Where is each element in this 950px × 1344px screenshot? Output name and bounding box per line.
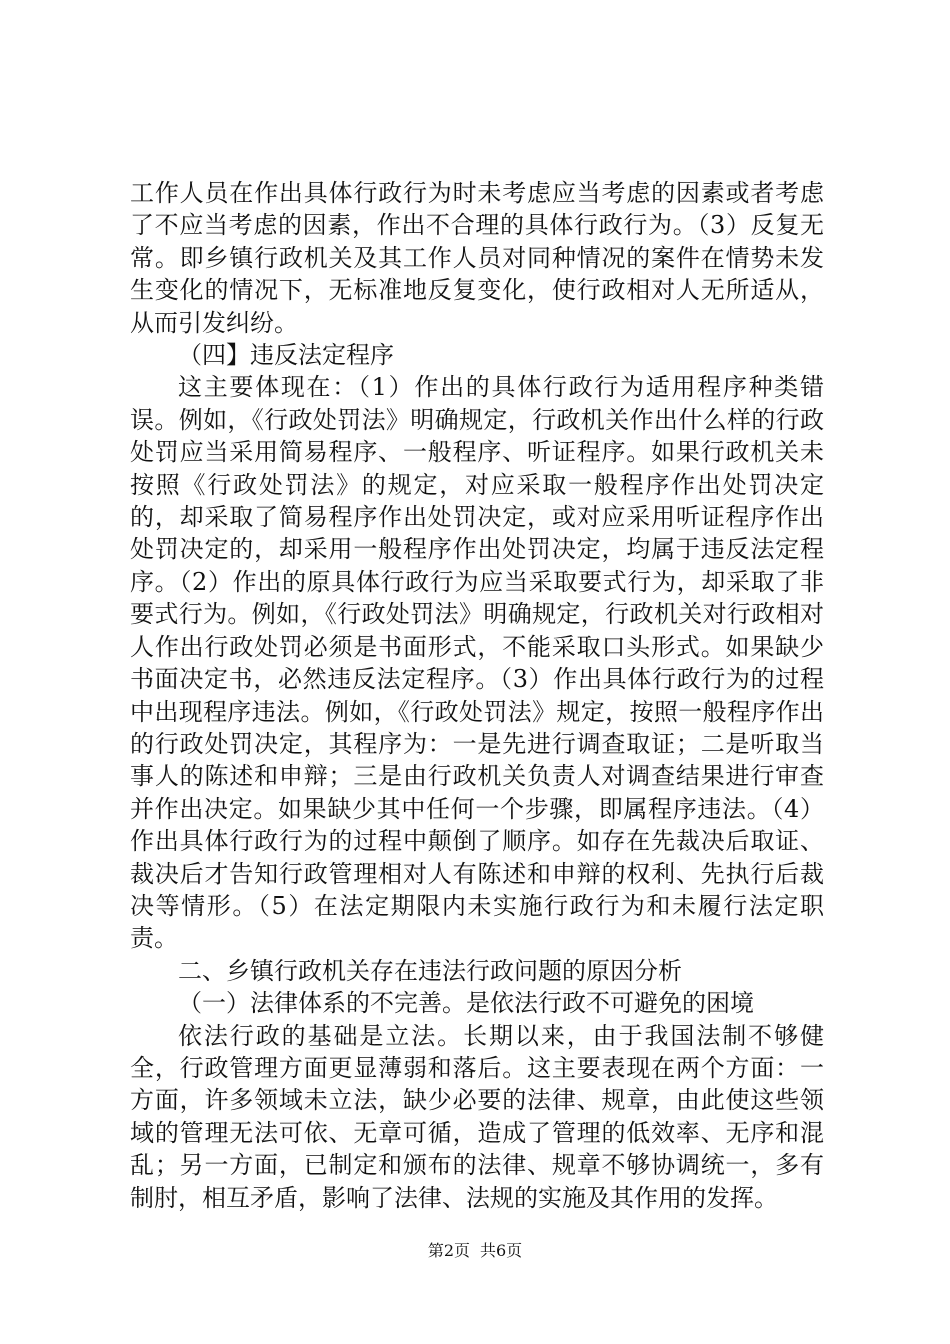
- page-total: 共6页: [480, 1241, 523, 1260]
- paragraph-continuation: 工作人员在作出具体行政行为时未考虑应当考虑的因素或者考虑了不应当考虑的因素，作出不合理的具体行政行为。（3）反复无常。即乡镇行政机关及其工作人员对同种情况的案件在情势未发生变化的情况下，无标准地反复变化，使行政相对人无所适从，从而引发纠纷。: [130, 179, 824, 337]
- section-heading-two: 二、乡镇行政机关存在违法行政问题的原因分析: [178, 956, 682, 985]
- page-number: 第2页: [427, 1241, 470, 1260]
- page-footer: [0, 1241, 950, 1261]
- paragraph-procedure: 这主要体现在：（1）作出的具体行政行为适用程序种类错误。例如，《行政处罚法》明确规定，行政机关作出什么样的行政处罚应当采用简易程序、一般程序、听证程序。如果行政机关未按照《行政处罚法》的规定，对应采取一般程序作出处罚决定的，却采取了简易程序作出处罚决定，或对应采用听证程序作出处罚决定的，却采用一般程序作出处罚决定，均属于违反法定程序。（2）作出的原具体行政行为应当采取要式行为，却采取了非要式行为。例如，《行政处罚法》明确规定，行政机关对行政相对人作出行政处罚必须是书面形式，不能采取口头形式。如果缺少书面决定书，必然违反法定程序。（3）作出具体行政行为的过程中出现程序违法。例如，《行政处罚法》规定，按照一般程序作出的行政处罚决定，其程序为：一是先进行调查取证；二是听取当事人的陈述和申辩；三是由行政机关负责人对调查结果进行审查并作出决定。如果缺少其中任何一个步骤，即属程序违法。（4）作出具体行政行为的过程中颠倒了顺序。如存在先裁决后取证、裁决后才告知行政管理相对人有陈述和申辩的权利、先执行后裁决等情形。（5）在法定期限内未实施行政行为和未履行法定职责。: [130, 373, 824, 953]
- section-heading-four: （四】违反法定程序: [178, 341, 394, 370]
- paragraph-legislation: 依法行政的基础是立法。长期以来，由于我国法制不够健全，行政管理方面更显薄弱和落后。这主要表现在两个方面：一方面，许多领域未立法，缺少必要的法律、规章，由此使这些领域的管理无法可依、无章可循，造成了管理的低效率、无序和混乱；另一方面，已制定和颁布的法律、规章不够协调统一，多有制肘，相互矛盾，影响了法律、法规的实施及其作用的发挥。: [130, 1021, 824, 1212]
- subsection-heading-one: （一）法律体系的不完善。是依法行政不可避免的困境: [178, 989, 754, 1018]
- document-body: [130, 177, 824, 1214]
